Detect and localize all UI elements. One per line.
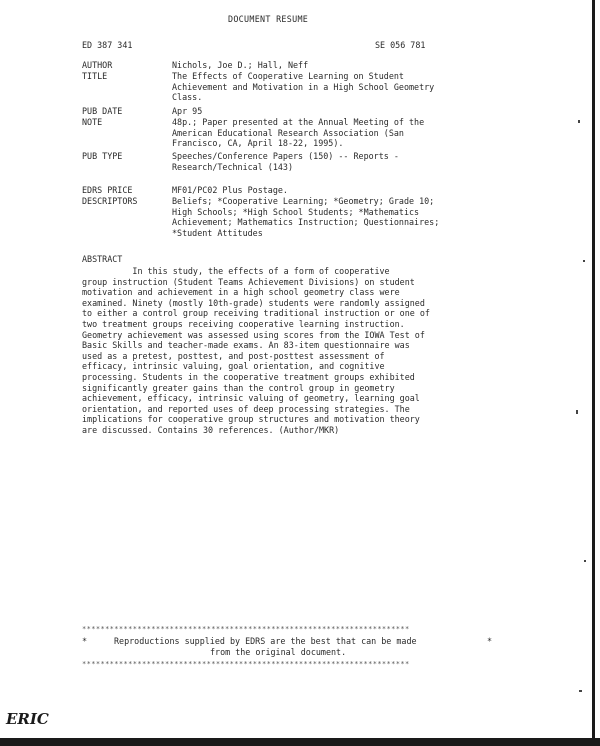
star-marker: * xyxy=(486,636,492,646)
scan-speck xyxy=(583,260,585,262)
field-value: 48p.; Paper presented at the Annual Meeting of the American Educational Research Association (San Francisco, CA, April 18-22, 1995). xyxy=(172,117,425,149)
reproduction-line-1: Reproductions supplied by EDRS are the best that can be made xyxy=(114,636,417,646)
field-value: The Effects of Cooperative Learning on Student Achievement and Motivation in a High School Geometry Class. xyxy=(172,71,435,103)
field-value: Nichols, Joe D.; Hall, Neff xyxy=(172,60,309,70)
eric-logo: ERIC xyxy=(6,710,49,728)
abstract-text: In this study, the effects of a form of cooperative group instruction (Student Teams Achievement Divisions) on student motivation and achievement in a high school geometry class were examined. Ninety (mostly 10th-grade) students were randomly assigned to either a control group receiving traditional instruction or one of two treatment groups receiving cooperative learning instruction. Geometry achievement was assessed using scores from the IOWA Test of Basic Skills and teacher-made exams. An 83-item questionnaire was used as a pretest, posttest, and post-posttest assessment of efficacy, intrinsic valuing, goal orientation, and cognitive processing. Students in the cooperative treatment groups exhibited significantly greater gains than the control group in geometry achievement, efficacy, intrinsic valuing of geometry, learning goal orientation, and reported uses of deep processing strategies. The implications for cooperative group structures and motivation theory are discussed. Contains 30 references. (Author/MKR) xyxy=(82,266,430,435)
reproduction-line-2: from the original document. xyxy=(210,647,347,657)
field-value: Speeches/Conference Papers (150) -- Reports - Research/Technical (143) xyxy=(172,151,399,172)
scan-speck xyxy=(579,690,582,692)
scan-edge-bar xyxy=(592,0,595,746)
scan-bottom-bar xyxy=(0,738,600,746)
document-title: DOCUMENT RESUME xyxy=(228,14,309,24)
star-marker: * xyxy=(82,636,88,646)
scan-speck xyxy=(584,560,586,562)
scan-speck xyxy=(578,120,580,123)
field-label: DESCRIPTORS xyxy=(82,196,138,206)
field-label: AUTHOR xyxy=(82,60,113,70)
field-value: MF01/PC02 Plus Postage. xyxy=(172,185,288,195)
field-value: Beliefs; *Cooperative Learning; *Geometry; Grade 10; High Schools; *High School Students; *Mathematics Achievement; Mathematics Instruction; Questionnaires; *Student Attitudes xyxy=(172,196,440,238)
field-label: NOTE xyxy=(82,117,103,127)
field-label: EDRS PRICE xyxy=(82,185,133,195)
ed-number: ED 387 341 xyxy=(82,40,133,50)
field-label: PUB DATE xyxy=(82,106,123,116)
star-border-top: *********************************************************************** xyxy=(82,625,410,633)
field-label: PUB TYPE xyxy=(82,151,123,161)
descriptors-field xyxy=(82,196,502,238)
scan-speck xyxy=(576,410,578,414)
field-value: Apr 95 xyxy=(172,106,203,116)
abstract-label: ABSTRACT xyxy=(82,254,123,264)
star-border-bottom: *********************************************************************** xyxy=(82,660,410,668)
se-number: SE 056 781 xyxy=(375,40,426,50)
field-label: TITLE xyxy=(82,71,108,81)
